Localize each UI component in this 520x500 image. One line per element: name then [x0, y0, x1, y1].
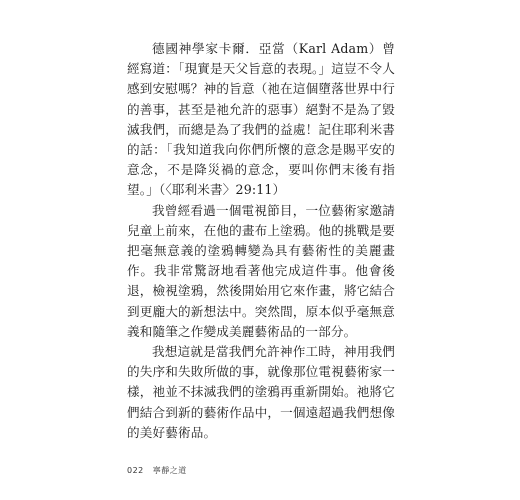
running-title: 寧靜之道	[152, 466, 187, 475]
paragraph-karl-adam-quote: 德國神學家卡爾．亞當（Karl Adam）曾經寫道：「現實是天父旨意的表現。」這豈不令人感到安慰嗎？神的旨意（祂在這個墮落世界中行的善事，甚至是祂允許的惡事）絕對不是為了毀滅我們，而總是為了我們的益處！記住耶利米書的話：「我知道我向你們所懷的意念是賜平安的意念，不是降災禍的意念，要叫你們末後有指望。」（〈耶利米書〉29:11）	[127, 41, 395, 198]
paragraph-god-works-with-failures: 我想這就是當我們允許神作工時，神用我們的失序和失敗所做的事，就像那位電視藝術家一樣，祂並不抹滅我們的塗鴉再重新開始。祂將它們結合到新的藝術作品中，一個遠超過我們想像的美好藝術品。	[127, 344, 395, 440]
body-text	[127, 39, 395, 443]
paragraph-tv-artist-story: 我曾經看過一個電視節目，一位藝術家邀請兒童上前來，在他的畫布上塗鴉。他的挑戰是要把毫無意義的塗鴉轉變為具有藝術性的美麗畫作。我非常驚訝地看著他完成這件事。他會後退，檢視塗鴉，然後開始用它來作畫，將它結合到更龐大的新想法中。突然間，原本似乎毫無意義和隨筆之作變成美麗藝術品的一部分。	[127, 202, 395, 339]
page-number: 022	[127, 466, 144, 475]
page-footer	[127, 465, 187, 476]
